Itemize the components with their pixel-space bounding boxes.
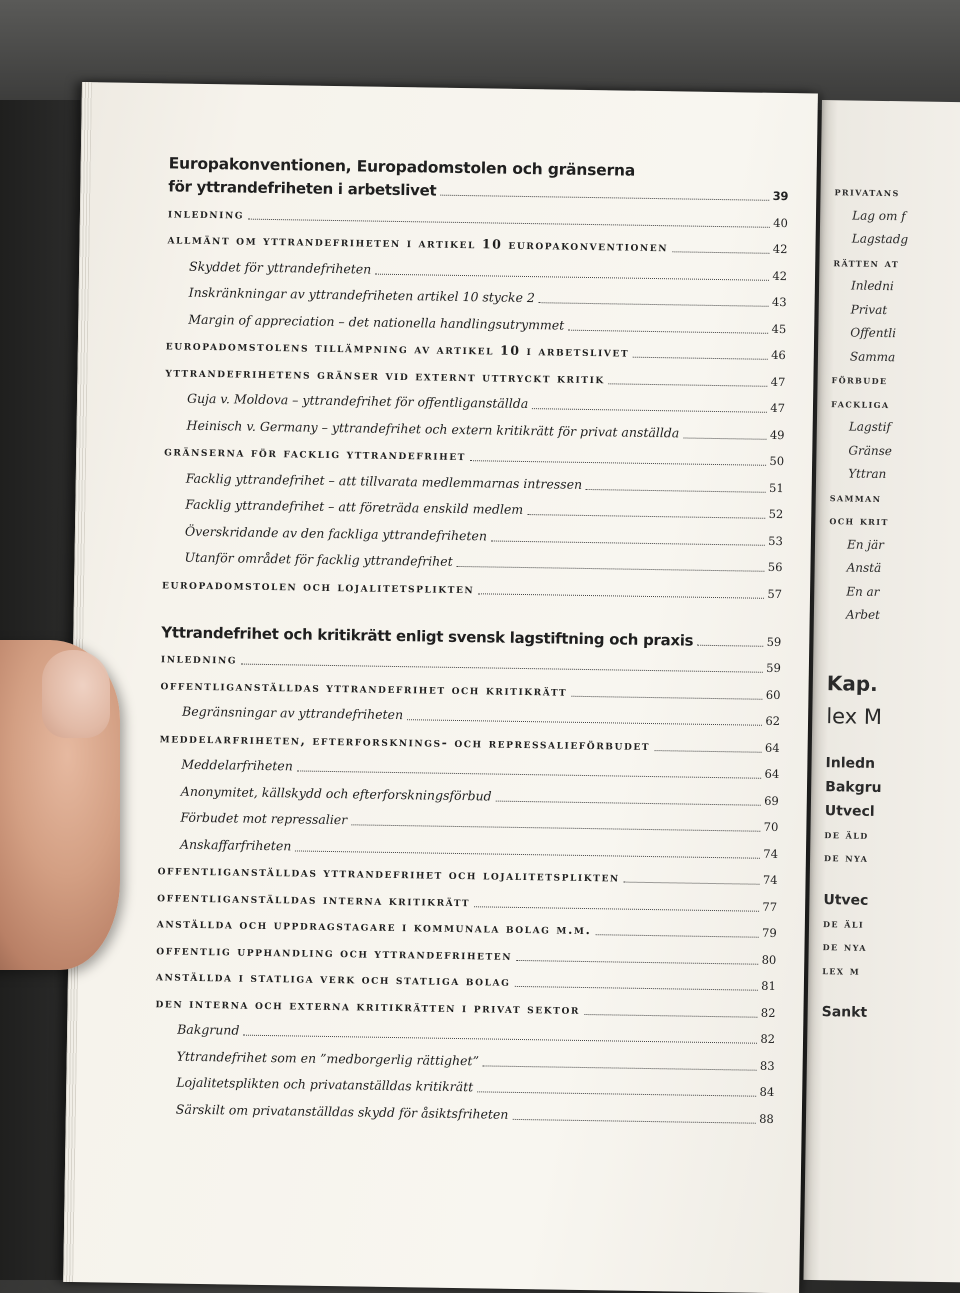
page-number: 59 xyxy=(766,660,781,676)
entry-title: allmänt om yttrandefriheten i artikel 10 europakonventionen xyxy=(167,231,669,255)
page-number: 47 xyxy=(770,374,786,389)
page-number: 56 xyxy=(767,559,783,575)
page-number: 77 xyxy=(762,899,778,914)
entry-title: Anonymitet, källskydd och efterforskningsförbud xyxy=(180,783,492,804)
leader-dots xyxy=(697,644,763,646)
page-number: 51 xyxy=(768,480,784,495)
spacer xyxy=(824,870,960,890)
toc-fragment: Lagstadg xyxy=(851,231,909,247)
entry-title: Lojalitetsplikten och privatanställdas kritikrätt xyxy=(176,1074,474,1095)
toc-fragment: Bakgru xyxy=(825,778,882,796)
leader-dots xyxy=(539,302,769,307)
page-number: 49 xyxy=(769,427,785,442)
page-number: 82 xyxy=(760,1031,776,1047)
page-number: 60 xyxy=(765,687,781,702)
thumbnail xyxy=(42,650,110,738)
page-number: 52 xyxy=(768,506,784,522)
toc-fragment: rätten at xyxy=(833,254,900,270)
right-page xyxy=(803,100,960,1282)
entry-title: anställda i statliga verk och statliga bolag xyxy=(155,968,511,989)
entry-title: Begränsningar av yttrandefriheten xyxy=(182,703,404,723)
toc-fragment: Sankt xyxy=(821,1004,868,1021)
page-number: 88 xyxy=(759,1111,774,1126)
toc-fragment: privatans xyxy=(834,184,900,200)
toc-fragment: de nya xyxy=(822,939,867,954)
leader-dots xyxy=(514,986,758,991)
page-number: 64 xyxy=(764,740,780,755)
page-number: 74 xyxy=(762,872,778,888)
leader-dots xyxy=(478,593,764,598)
chapter-title-line: för yttrandefriheten i arbetslivet xyxy=(168,177,437,200)
leader-dots xyxy=(483,1065,757,1070)
table-of-contents xyxy=(154,153,789,1127)
page-number: 80 xyxy=(761,952,777,967)
entry-title: Utanför området för facklig yttrandefrihet xyxy=(184,549,453,569)
leader-dots xyxy=(532,408,767,413)
page-number: 53 xyxy=(768,533,783,548)
page-number: 39 xyxy=(772,188,789,204)
page-number: 57 xyxy=(767,586,783,601)
spacer xyxy=(822,982,960,1002)
toc-fragment: Lag om f xyxy=(852,207,906,223)
leader-dots xyxy=(491,540,765,545)
chapter-title-line: Europakonventionen, Europadomstolen och gränserna xyxy=(168,154,636,180)
spacer xyxy=(826,733,960,753)
leader-dots xyxy=(672,251,770,254)
left-page xyxy=(63,82,818,1293)
toc-fragment: de äli xyxy=(822,915,865,931)
entry-title: yttrandefrihetens gränser vid externt uttryckt kritik xyxy=(165,363,605,386)
chapter-title: Yttrandefrihet och kritikrätt enligt svensk lagstiftning och praxis xyxy=(161,622,694,650)
leader-dots xyxy=(633,357,768,360)
entry-title: offentliganställdas interna kritikrätt xyxy=(157,888,471,909)
leader-dots xyxy=(474,906,759,911)
page-number: 79 xyxy=(761,925,777,941)
entry-title: Yttrandefrihet som en ”medborgerlig rättighet” xyxy=(176,1048,480,1068)
toc-fragment: En jär xyxy=(846,536,885,552)
entry-title: Facklig yttrandefrihet – att företräda enskild medlem xyxy=(185,496,524,517)
page-number: 70 xyxy=(763,819,779,835)
page-number: 50 xyxy=(769,453,785,469)
page-number: 64 xyxy=(764,766,780,782)
entry-title: anställda och uppdragstagare i kommunala bolag m.m. xyxy=(156,915,592,938)
page-number: 69 xyxy=(764,793,779,808)
leader-dots xyxy=(586,488,766,492)
toc-fragment: Yttran xyxy=(848,466,887,482)
toc-fragment: förbude xyxy=(831,372,888,388)
page-number: 83 xyxy=(759,1058,775,1073)
leader-dots xyxy=(477,1091,756,1096)
page-number: 82 xyxy=(760,1005,776,1020)
toc-fragment: samman xyxy=(829,489,882,505)
entry-title: Förbudet mot repressalier xyxy=(180,809,348,828)
toc-fragment: Anstä xyxy=(846,560,882,575)
page-number: 42 xyxy=(772,268,788,283)
toc-fragment: fackliga xyxy=(831,395,890,411)
toc-fragment: Inledni xyxy=(850,278,894,294)
page-number: 40 xyxy=(773,215,788,230)
entry-title: gränserna för facklig yttrandefrihet xyxy=(164,443,467,464)
page-number: 43 xyxy=(771,294,787,310)
leader-dots xyxy=(496,800,762,805)
right-page-toc xyxy=(821,180,960,1026)
toc-fragment: de nya xyxy=(823,850,869,865)
leader-dots xyxy=(516,959,759,964)
entry-title: europadomstolen och lojalitetsplikten xyxy=(162,575,475,596)
page-number: 81 xyxy=(761,978,776,994)
toc-fragment: En ar xyxy=(846,583,880,599)
toc-fragment: Samma xyxy=(849,348,896,364)
entry-title: inledning xyxy=(167,204,245,222)
leader-dots xyxy=(683,437,767,439)
entry-title: Anskaffarfriheten xyxy=(179,836,292,853)
leader-dots xyxy=(568,329,768,333)
page-number: 59 xyxy=(766,634,782,649)
entry-title: Överskridande av den fackliga yttrandefriheten xyxy=(184,523,488,543)
page-number: 42 xyxy=(772,241,788,257)
entry-title: Särskilt om privatanställdas skydd för åsiktsfriheten xyxy=(175,1101,509,1122)
leader-dots xyxy=(595,934,759,938)
page-number: 47 xyxy=(770,400,786,416)
toc-fragment: Privat xyxy=(850,301,888,317)
entry-title: offentliganställdas yttrandefrihet och kritikrätt xyxy=(160,676,568,699)
toc-fragment: lex M xyxy=(826,703,883,729)
entry-title: meddelarfriheten, efterforsknings- och repressalieförbudet xyxy=(159,729,651,753)
page-number: 62 xyxy=(765,713,781,729)
toc-fragment: lex m xyxy=(822,962,861,978)
page-number: 84 xyxy=(759,1084,775,1099)
toc-fragment: Offentli xyxy=(850,325,897,341)
toc-fragment: Lagstif xyxy=(848,419,892,435)
leader-dots xyxy=(624,882,760,885)
entry-title: Meddelarfriheten xyxy=(181,756,293,774)
leader-dots xyxy=(527,514,765,519)
entry-title: offentlig upphandling och yttrandefriheten xyxy=(156,941,513,963)
toc-fragment: de äld xyxy=(824,826,869,842)
leader-dots xyxy=(584,1013,758,1017)
entry-title: Margin of appreciation – det nationella handlingsutrymmet xyxy=(188,311,565,333)
entry-title: inledning xyxy=(160,650,238,667)
toc-fragment: Kap. xyxy=(826,670,878,696)
entry-title: Facklig yttrandefrihet – att tillvarata medlemmarnas intressen xyxy=(185,470,583,492)
toc-fragment: Gränse xyxy=(848,442,893,458)
leader-dots xyxy=(571,695,763,699)
leader-dots xyxy=(654,750,762,753)
page-number: 74 xyxy=(763,846,779,861)
entry-title: den interna och externa kritikrätten i privat sektor xyxy=(155,994,581,1017)
toc-fragment: Arbet xyxy=(845,607,881,622)
entry-title: Heinisch v. Germany – yttrandefrihet och extern kritikrätt för privat anställda xyxy=(186,417,680,440)
entry-title: Bakgrund xyxy=(177,1021,240,1038)
toc-fragment: Utvecl xyxy=(824,802,875,820)
toc-fragment: Utvec xyxy=(823,891,869,909)
entry-title: offentliganställdas yttrandefrihet och lojalitetsplikten xyxy=(157,862,620,885)
leader-dots xyxy=(512,1118,756,1123)
entry-title: Inskränkningar av yttrandefriheten artikel 10 stycke 2 xyxy=(188,284,535,306)
toc-fragment: Inledn xyxy=(825,754,876,772)
page-number: 45 xyxy=(771,321,787,336)
entry-title: Skyddet för yttrandefriheten xyxy=(189,258,372,277)
spacer xyxy=(827,627,960,669)
entry-title: europadomstolens tillämpning av artikel 10 i arbetslivet xyxy=(165,337,630,360)
entry-title: Guja v. Moldova – yttrandefrihet för offentliganställda xyxy=(186,390,529,412)
leader-dots xyxy=(609,383,768,386)
page-number: 46 xyxy=(771,347,786,363)
toc-fragment: och krit xyxy=(829,513,889,529)
